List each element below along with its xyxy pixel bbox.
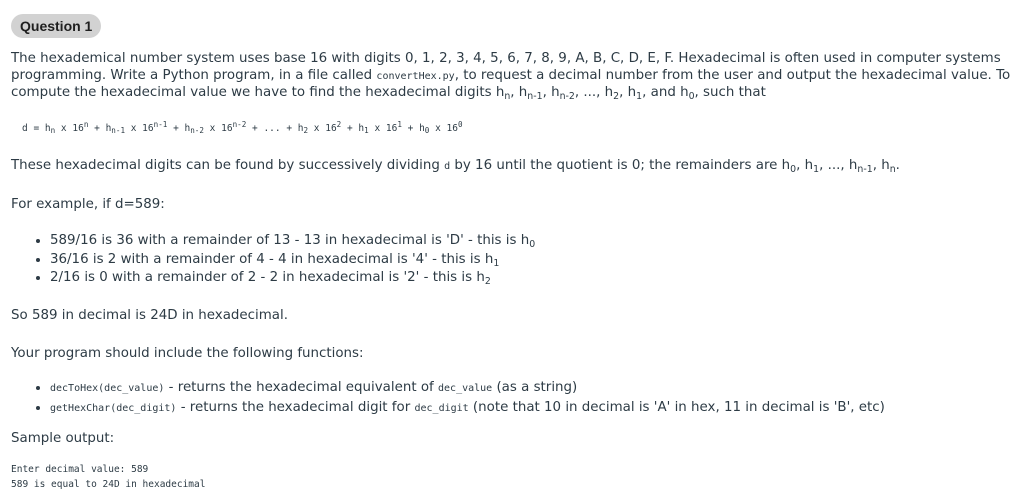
param-code: dec_digit [414,402,469,414]
list-item: • getHexChar(dec_digit) - returns the hexadecimal digit for dec_digit (note that 10 in decimal is 'A' in hex, 11 in decimal is 'B', etc) [50,399,885,419]
list-item: • 589/16 is 36 with a remainder of 13 - 13 in hexadecimal is 'D' - this is $h_0$ [50,232,535,251]
filename-code: convertHex.py [376,70,455,82]
list-item: • 2/16 is 0 with a remainder of 2 - 2 in hexadecimal is '2' - this is $h_2$ [50,269,535,288]
list-item: • decToHex(dec_value) - returns the hexadecimal equivalent of dec_value (as a string) [50,379,885,399]
functions-intro: Your program should include the following functions: [11,346,364,361]
example-steps-list [30,232,535,288]
digits-paragraph: These hexadecimal digits can be found by successively dividing d by 16 until the quotient is 0; the remainders are $h_0$, $h_1$, ..., $h_{n-1}$, $h_n$. [11,158,900,175]
sample-line: 589 is equal to 24D in hexadecimal [11,478,206,490]
conclusion: So 589 in decimal is 24D in hexadecimal. [11,308,288,323]
function-name-code: decToHex(dec_value) [50,383,165,394]
sample-output [11,463,205,492]
intro-paragraph: The hexademical number system uses base 16 with digits 0, 1, 2, 3, 4, 5, 6, 7, 8, 9, A, B, C, D, E, F. Hexadecimal is often used in computer systems programming. Write a Python program, in a file called convertHex.py, to request a decimal number from the user and output the hexadecimal value. To compute the hexadecimal value we have to find the hexadecimal digits $h_n$, $h_{n-1}$, $h_{n-2}$, ..., $h_2$, $h_1$, and $h_0$, such that [11,51,1011,102]
question-badge: Question 1 [11,14,101,38]
sample-line: Enter decimal value: 589 [11,464,149,475]
expansion-formula: $d = h_n$ x $16^n + h_{n-1}$ x $16^{n-1} + h_{n-2}$ x $16^{n-2}$ + ... + $h_2$ x $16^2 + h_1$ x $16^1 + h_0$ x $16^0$ [22,120,463,135]
d-code: d [444,161,451,172]
param-code: dec_value [438,383,493,394]
function-name-code: getHexChar(dec_digit) [50,402,177,414]
example-intro: For example, if d=589: [11,197,165,212]
functions-list [30,379,885,418]
list-item: • 36/16 is 2 with a remainder of 4 - 4 in hexadecimal is '4' - this is $h_1$ [50,251,535,270]
sample-label: Sample output: [11,431,115,446]
